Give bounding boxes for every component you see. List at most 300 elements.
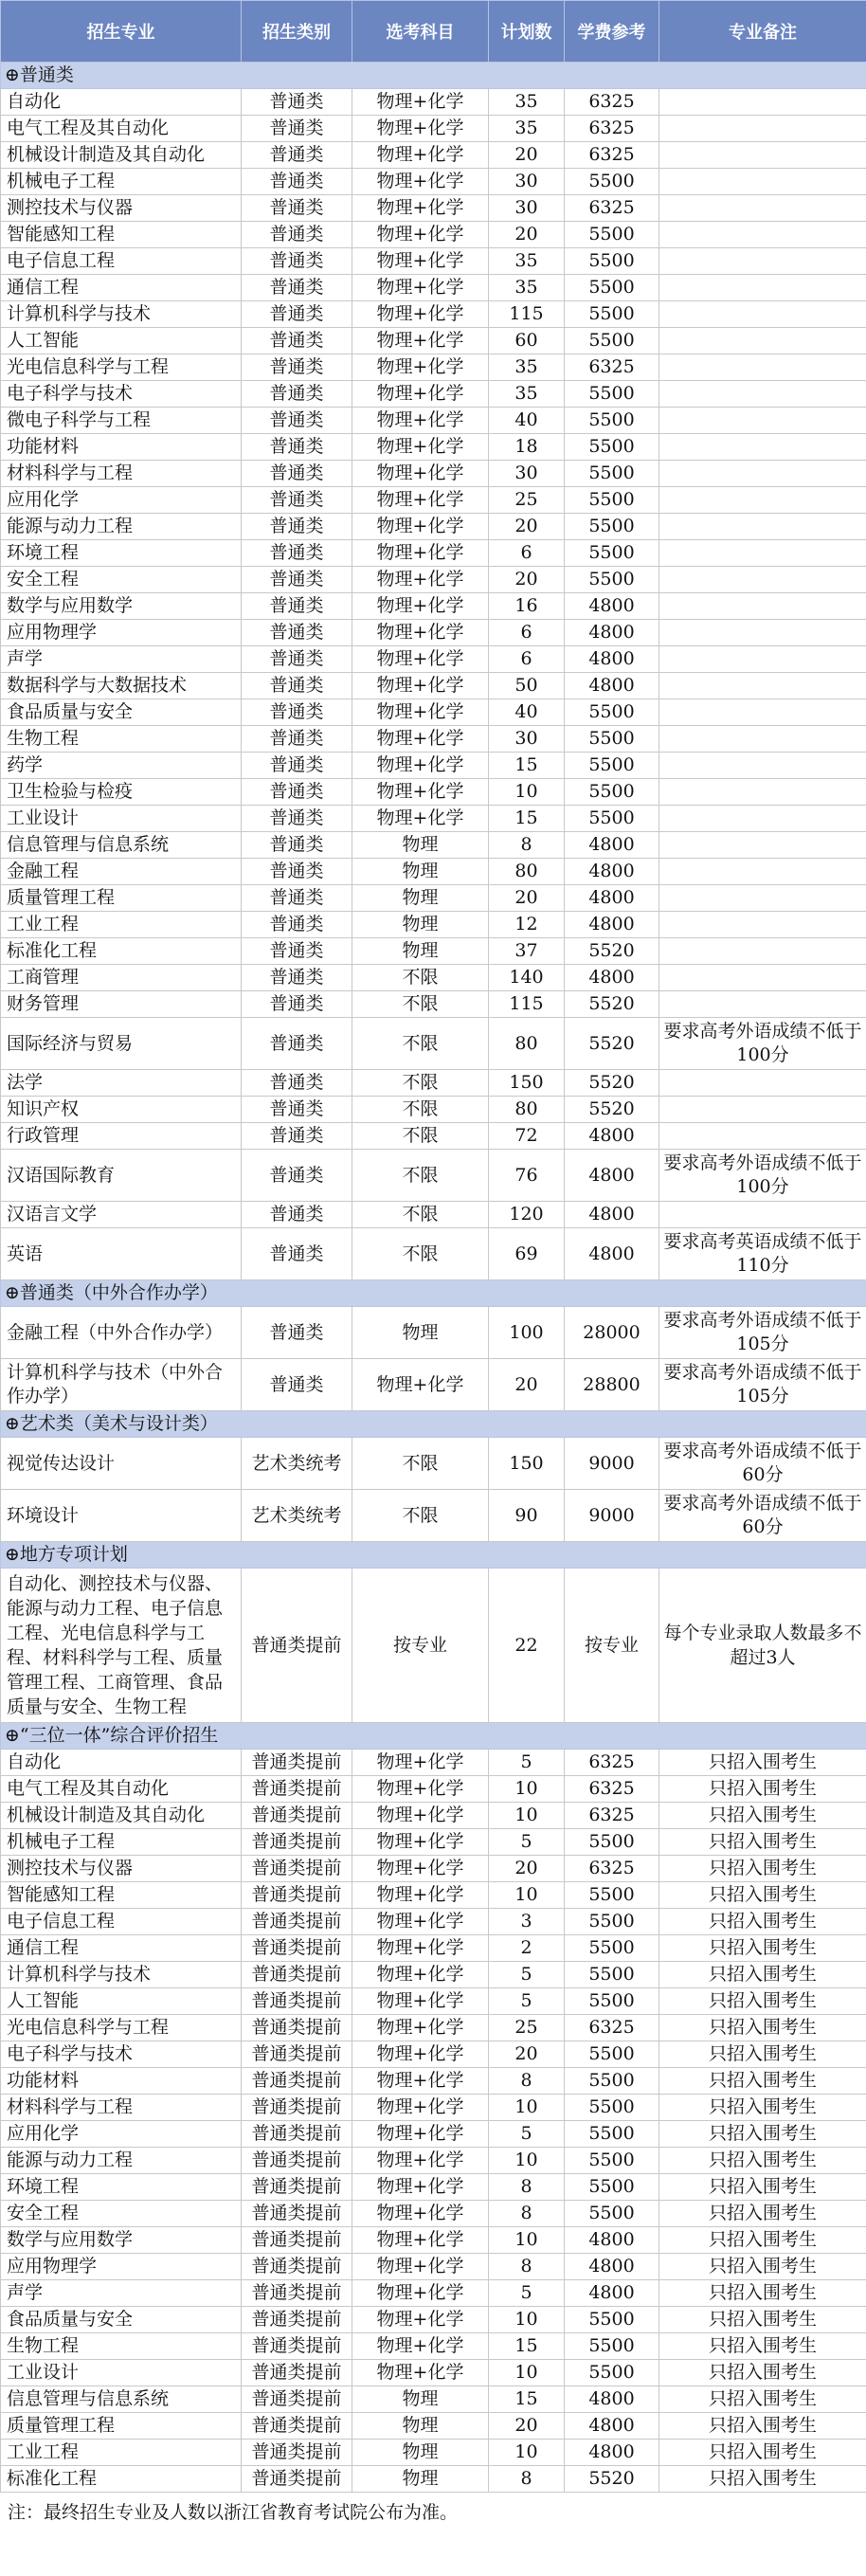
cell-quota: 20	[489, 567, 565, 593]
cell-notes: 只招入围考生	[659, 1988, 866, 2015]
cell-quota: 6	[489, 540, 565, 567]
cell-tuition: 5500	[565, 301, 659, 328]
cell-category: 普通类	[242, 1018, 352, 1070]
cell-tuition: 6325	[565, 1776, 659, 1803]
cell-quota: 16	[489, 593, 565, 620]
cell-major: 信息管理与信息系统	[1, 832, 242, 859]
cell-category: 普通类	[242, 408, 352, 434]
cell-major: 视觉传达设计	[1, 1438, 242, 1490]
cell-tuition: 5500	[565, 1829, 659, 1856]
cell-notes	[659, 248, 866, 275]
cell-tuition: 5500	[565, 487, 659, 514]
cell-category: 普通类提前	[242, 2227, 352, 2254]
cell-tuition: 5500	[565, 1909, 659, 1935]
cell-tuition: 5500	[565, 2201, 659, 2227]
cell-subjects: 物理+化学	[352, 593, 489, 620]
cell-major: 微电子科学与工程	[1, 408, 242, 434]
cell-category: 普通类	[242, 1359, 352, 1411]
cell-tuition: 5500	[565, 1935, 659, 1962]
cell-subjects: 物理+化学	[352, 1856, 489, 1882]
cell-major: 生物工程	[1, 726, 242, 753]
cell-major: 材料科学与工程	[1, 2095, 242, 2121]
cell-category: 普通类	[242, 832, 352, 859]
table-row	[1, 1438, 866, 1490]
cell-tuition: 5500	[565, 2148, 659, 2174]
cell-category: 普通类	[242, 620, 352, 646]
cell-notes	[659, 726, 866, 753]
cell-subjects: 物理+化学	[352, 2068, 489, 2095]
cell-subjects: 物理+化学	[352, 2015, 489, 2041]
table-row	[1, 567, 866, 593]
cell-major: 工业设计	[1, 806, 242, 832]
cell-quota: 8	[489, 832, 565, 859]
cell-notes	[659, 699, 866, 726]
cell-category: 普通类提前	[242, 2413, 352, 2440]
cell-tuition: 6325	[565, 116, 659, 142]
cell-subjects: 不限	[352, 1438, 489, 1490]
cell-major: 计算机科学与技术	[1, 301, 242, 328]
cell-subjects: 物理+化学	[352, 806, 489, 832]
table-row	[1, 434, 866, 461]
cell-quota: 69	[489, 1228, 565, 1280]
cell-quota: 20	[489, 2041, 565, 2068]
cell-major: 自动化	[1, 89, 242, 116]
cell-subjects: 物理+化学	[352, 222, 489, 248]
table-row	[1, 2227, 866, 2254]
cell-category: 普通类提前	[242, 2174, 352, 2201]
table-row	[1, 2041, 866, 2068]
cell-quota: 6	[489, 620, 565, 646]
cell-notes	[659, 779, 866, 806]
cell-tuition: 5520	[565, 1070, 659, 1097]
cell-quota: 20	[489, 142, 565, 169]
cell-category: 普通类	[242, 434, 352, 461]
cell-category: 普通类提前	[242, 2121, 352, 2148]
cell-quota: 90	[489, 1490, 565, 1542]
cell-notes	[659, 381, 866, 408]
cell-category: 普通类提前	[242, 2440, 352, 2466]
cell-tuition: 4800	[565, 2254, 659, 2280]
cell-subjects: 物理+化学	[352, 1776, 489, 1803]
table-row	[1, 2333, 866, 2360]
cell-major: 信息管理与信息系统	[1, 2386, 242, 2413]
cell-notes: 要求高考外语成绩不低于105分	[659, 1359, 866, 1411]
cell-category: 普通类提前	[242, 2280, 352, 2307]
cell-subjects: 物理+化学	[352, 1962, 489, 1988]
cell-tuition: 5500	[565, 1882, 659, 1909]
cell-major: 机械设计制造及其自动化	[1, 1803, 242, 1829]
cell-notes	[659, 593, 866, 620]
section-header-row[interactable]	[1, 63, 866, 89]
cell-category: 普通类提前	[242, 2095, 352, 2121]
cell-quota: 10	[489, 2227, 565, 2254]
cell-quota: 8	[489, 2201, 565, 2227]
cell-notes: 只招入围考生	[659, 1776, 866, 1803]
cell-category: 普通类	[242, 646, 352, 673]
cell-category: 普通类	[242, 991, 352, 1018]
cell-quota: 15	[489, 2386, 565, 2413]
cell-subjects: 物理+化学	[352, 2280, 489, 2307]
cell-subjects: 物理+化学	[352, 779, 489, 806]
cell-quota: 5	[489, 2280, 565, 2307]
cell-quota: 10	[489, 2440, 565, 2466]
table-row	[1, 2201, 866, 2227]
cell-category: 普通类提前	[242, 1856, 352, 1882]
table-row	[1, 1202, 866, 1228]
cell-quota: 72	[489, 1123, 565, 1150]
cell-notes	[659, 859, 866, 885]
cell-tuition: 5500	[565, 1962, 659, 1988]
cell-major: 英语	[1, 1228, 242, 1280]
cell-major: 知识产权	[1, 1097, 242, 1123]
cell-subjects: 物理+化学	[352, 434, 489, 461]
cell-notes: 要求高考外语成绩不低于105分	[659, 1307, 866, 1359]
header-notes[interactable]: 专业备注	[659, 1, 866, 63]
cell-tuition: 5500	[565, 2307, 659, 2333]
cell-major: 应用化学	[1, 487, 242, 514]
cell-quota: 35	[489, 354, 565, 381]
cell-major: 通信工程	[1, 1935, 242, 1962]
cell-category: 普通类	[242, 699, 352, 726]
cell-notes: 只招入围考生	[659, 1935, 866, 1962]
cell-major: 电子信息工程	[1, 1909, 242, 1935]
cell-quota: 80	[489, 1097, 565, 1123]
cell-notes	[659, 408, 866, 434]
cell-major: 汉语国际教育	[1, 1150, 242, 1202]
cell-tuition: 5500	[565, 2041, 659, 2068]
cell-notes: 只招入围考生	[659, 2360, 866, 2386]
cell-major: 人工智能	[1, 328, 242, 354]
table-row	[1, 248, 866, 275]
cell-major: 测控技术与仪器	[1, 195, 242, 222]
cell-subjects: 物理+化学	[352, 248, 489, 275]
cell-subjects: 物理+化学	[352, 408, 489, 434]
cell-tuition: 4800	[565, 912, 659, 938]
cell-subjects: 物理+化学	[352, 301, 489, 328]
cell-category: 普通类	[242, 461, 352, 487]
section-title[interactable]: ⊕普通类（中外合作办学）	[1, 1280, 866, 1307]
cell-notes: 只招入围考生	[659, 2333, 866, 2360]
cell-category: 普通类提前	[242, 2307, 352, 2333]
cell-category: 普通类	[242, 1070, 352, 1097]
cell-quota: 115	[489, 991, 565, 1018]
table-row	[1, 1070, 866, 1097]
table-row	[1, 1935, 866, 1962]
cell-notes: 要求高考英语成绩不低于110分	[659, 1228, 866, 1280]
cell-major: 应用物理学	[1, 620, 242, 646]
cell-notes: 要求高考外语成绩不低于60分	[659, 1438, 866, 1490]
table-row	[1, 2466, 866, 2493]
footer-note: 注：最终招生专业及人数以浙江省教育考试院公布为准。	[8, 2502, 459, 2523]
table-row	[1, 1962, 866, 1988]
table-row	[1, 1803, 866, 1829]
cell-quota: 100	[489, 1307, 565, 1359]
cell-notes: 只招入围考生	[659, 1803, 866, 1829]
cell-notes	[659, 116, 866, 142]
cell-major: 机械电子工程	[1, 169, 242, 195]
cell-notes	[659, 540, 866, 567]
table-row	[1, 1569, 866, 1723]
cell-quota: 30	[489, 195, 565, 222]
cell-tuition: 9000	[565, 1490, 659, 1542]
cell-category: 普通类提前	[242, 1803, 352, 1829]
table-row	[1, 2254, 866, 2280]
cell-quota: 30	[489, 461, 565, 487]
cell-tuition: 5500	[565, 248, 659, 275]
cell-tuition: 4800	[565, 832, 659, 859]
cell-tuition: 5500	[565, 381, 659, 408]
cell-category: 普通类	[242, 169, 352, 195]
cell-subjects: 物理+化学	[352, 487, 489, 514]
cell-quota: 150	[489, 1070, 565, 1097]
cell-notes: 要求高考外语成绩不低于100分	[659, 1150, 866, 1202]
cell-category: 普通类	[242, 328, 352, 354]
table-row	[1, 1359, 866, 1411]
cell-subjects: 物理	[352, 912, 489, 938]
cell-subjects: 不限	[352, 1097, 489, 1123]
cell-quota: 115	[489, 301, 565, 328]
cell-quota: 40	[489, 699, 565, 726]
cell-notes	[659, 620, 866, 646]
cell-tuition: 4800	[565, 2386, 659, 2413]
cell-notes	[659, 1123, 866, 1150]
cell-category: 普通类提前	[242, 2068, 352, 2095]
cell-major: 环境设计	[1, 1490, 242, 1542]
header-category[interactable]: 招生类别	[242, 1, 352, 63]
cell-major: 环境工程	[1, 540, 242, 567]
cell-subjects: 物理+化学	[352, 1750, 489, 1776]
cell-tuition: 5500	[565, 699, 659, 726]
cell-category: 普通类	[242, 912, 352, 938]
cell-quota: 35	[489, 116, 565, 142]
cell-tuition: 5500	[565, 540, 659, 567]
cell-subjects: 不限	[352, 1150, 489, 1202]
cell-quota: 60	[489, 328, 565, 354]
section-title[interactable]: ⊕“三位一体”综合评价招生	[1, 1723, 866, 1750]
cell-tuition: 5520	[565, 2466, 659, 2493]
cell-notes: 只招入围考生	[659, 1856, 866, 1882]
cell-notes	[659, 301, 866, 328]
cell-quota: 37	[489, 938, 565, 965]
cell-category: 普通类	[242, 859, 352, 885]
cell-tuition: 28800	[565, 1359, 659, 1411]
cell-major: 安全工程	[1, 2201, 242, 2227]
cell-quota: 8	[489, 2068, 565, 2095]
cell-major: 标准化工程	[1, 938, 242, 965]
cell-major: 机械设计制造及其自动化	[1, 142, 242, 169]
cell-tuition: 5500	[565, 1988, 659, 2015]
cell-notes	[659, 1070, 866, 1097]
cell-tuition: 5500	[565, 434, 659, 461]
cell-quota: 10	[489, 2307, 565, 2333]
table-row	[1, 2148, 866, 2174]
cell-major: 计算机科学与技术（中外合作办学）	[1, 1359, 242, 1411]
cell-major: 功能材料	[1, 2068, 242, 2095]
cell-tuition: 5500	[565, 753, 659, 779]
cell-quota: 35	[489, 381, 565, 408]
cell-major: 计算机科学与技术	[1, 1962, 242, 1988]
cell-quota: 80	[489, 1018, 565, 1070]
cell-subjects: 物理+化学	[352, 354, 489, 381]
cell-subjects: 物理+化学	[352, 2254, 489, 2280]
cell-category: 普通类	[242, 1097, 352, 1123]
cell-quota: 2	[489, 1935, 565, 1962]
cell-tuition: 按专业	[565, 1569, 659, 1723]
section-title[interactable]: ⊕艺术类（美术与设计类）	[1, 1411, 866, 1438]
table-row	[1, 2307, 866, 2333]
cell-major: 金融工程（中外合作办学）	[1, 1307, 242, 1359]
cell-major: 通信工程	[1, 275, 242, 301]
cell-subjects: 不限	[352, 991, 489, 1018]
table-row	[1, 832, 866, 859]
cell-subjects: 物理	[352, 2440, 489, 2466]
cell-notes: 只招入围考生	[659, 2254, 866, 2280]
table-row	[1, 965, 866, 991]
cell-category: 普通类	[242, 885, 352, 912]
cell-category: 艺术类统考	[242, 1438, 352, 1490]
cell-major: 行政管理	[1, 1123, 242, 1150]
cell-major: 安全工程	[1, 567, 242, 593]
cell-tuition: 5500	[565, 567, 659, 593]
cell-notes	[659, 328, 866, 354]
cell-major: 数学与应用数学	[1, 2227, 242, 2254]
cell-notes: 要求高考外语成绩不低于100分	[659, 1018, 866, 1070]
table-row	[1, 779, 866, 806]
cell-subjects: 物理+化学	[352, 699, 489, 726]
cell-quota: 10	[489, 1882, 565, 1909]
cell-subjects: 物理+化学	[352, 2095, 489, 2121]
cell-major: 工商管理	[1, 965, 242, 991]
cell-notes: 只招入围考生	[659, 2440, 866, 2466]
section-header-row[interactable]	[1, 1723, 866, 1750]
table-row	[1, 89, 866, 116]
cell-category: 普通类	[242, 381, 352, 408]
cell-major: 能源与动力工程	[1, 2148, 242, 2174]
table-row	[1, 275, 866, 301]
header-major[interactable]: 招生专业	[1, 1, 242, 63]
section-title[interactable]: ⊕地方专项计划	[1, 1542, 866, 1569]
cell-tuition: 4800	[565, 2280, 659, 2307]
section-title[interactable]: ⊕普通类	[1, 63, 866, 89]
cell-quota: 20	[489, 1856, 565, 1882]
cell-notes	[659, 142, 866, 169]
cell-category: 普通类提前	[242, 2148, 352, 2174]
cell-tuition: 5500	[565, 2095, 659, 2121]
table-body	[1, 63, 866, 2493]
cell-notes: 只招入围考生	[659, 1882, 866, 1909]
cell-quota: 20	[489, 1359, 565, 1411]
table-row	[1, 1097, 866, 1123]
table-row	[1, 2360, 866, 2386]
cell-subjects: 不限	[352, 1490, 489, 1542]
cell-notes	[659, 354, 866, 381]
cell-category: 普通类提前	[242, 1988, 352, 2015]
cell-category: 普通类	[242, 673, 352, 699]
cell-notes	[659, 195, 866, 222]
table-row	[1, 169, 866, 195]
cell-subjects: 物理+化学	[352, 1803, 489, 1829]
cell-category: 艺术类统考	[242, 1490, 352, 1542]
cell-quota: 5	[489, 2121, 565, 2148]
cell-subjects: 物理+化学	[352, 1829, 489, 1856]
cell-notes	[659, 991, 866, 1018]
cell-category: 普通类提前	[242, 2201, 352, 2227]
table-row	[1, 1228, 866, 1280]
header-subjects[interactable]: 选考科目	[352, 1, 489, 63]
cell-notes: 只招入围考生	[659, 2227, 866, 2254]
cell-quota: 6	[489, 646, 565, 673]
header-tuition[interactable]: 学费参考	[565, 1, 659, 63]
cell-quota: 50	[489, 673, 565, 699]
cell-category: 普通类提前	[242, 2254, 352, 2280]
cell-category: 普通类提前	[242, 1882, 352, 1909]
table-row	[1, 408, 866, 434]
cell-category: 普通类	[242, 222, 352, 248]
cell-subjects: 物理+化学	[352, 381, 489, 408]
cell-notes	[659, 169, 866, 195]
cell-category: 普通类提前	[242, 1750, 352, 1776]
cell-tuition: 4800	[565, 1228, 659, 1280]
section-header-row[interactable]	[1, 1411, 866, 1438]
cell-subjects: 物理	[352, 2466, 489, 2493]
cell-notes: 只招入围考生	[659, 2413, 866, 2440]
cell-category: 普通类提前	[242, 2466, 352, 2493]
cell-subjects: 物理+化学	[352, 2227, 489, 2254]
cell-subjects: 物理+化学	[352, 726, 489, 753]
cell-notes: 只招入围考生	[659, 2386, 866, 2413]
cell-major: 应用化学	[1, 2121, 242, 2148]
cell-quota: 8	[489, 2466, 565, 2493]
cell-subjects: 物理+化学	[352, 1988, 489, 2015]
cell-category: 普通类	[242, 487, 352, 514]
section-header-row[interactable]	[1, 1280, 866, 1307]
cell-tuition: 5500	[565, 169, 659, 195]
cell-notes	[659, 646, 866, 673]
cell-notes: 只招入围考生	[659, 2068, 866, 2095]
cell-subjects: 物理+化学	[352, 646, 489, 673]
cell-notes: 只招入围考生	[659, 2201, 866, 2227]
cell-notes: 只招入围考生	[659, 1909, 866, 1935]
header-quota[interactable]: 计划数	[489, 1, 565, 63]
section-header-row[interactable]	[1, 1542, 866, 1569]
cell-quota: 20	[489, 222, 565, 248]
cell-quota: 35	[489, 248, 565, 275]
table-row	[1, 328, 866, 354]
cell-category: 普通类提前	[242, 1569, 352, 1723]
cell-tuition: 5520	[565, 991, 659, 1018]
cell-tuition: 6325	[565, 354, 659, 381]
cell-subjects: 物理	[352, 2413, 489, 2440]
cell-subjects: 不限	[352, 1228, 489, 1280]
table-row	[1, 885, 866, 912]
cell-tuition: 5500	[565, 2360, 659, 2386]
cell-quota: 20	[489, 514, 565, 540]
cell-subjects: 物理+化学	[352, 2041, 489, 2068]
cell-major: 机械电子工程	[1, 1829, 242, 1856]
table-row	[1, 1307, 866, 1359]
cell-subjects: 物理+化学	[352, 1359, 489, 1411]
cell-tuition: 4800	[565, 620, 659, 646]
cell-subjects: 物理+化学	[352, 2148, 489, 2174]
cell-notes	[659, 1097, 866, 1123]
table-row	[1, 2440, 866, 2466]
cell-tuition: 5500	[565, 328, 659, 354]
cell-tuition: 4800	[565, 673, 659, 699]
cell-category: 普通类提前	[242, 2333, 352, 2360]
cell-tuition: 4800	[565, 1150, 659, 1202]
cell-quota: 10	[489, 1776, 565, 1803]
cell-major: 电子科学与技术	[1, 381, 242, 408]
